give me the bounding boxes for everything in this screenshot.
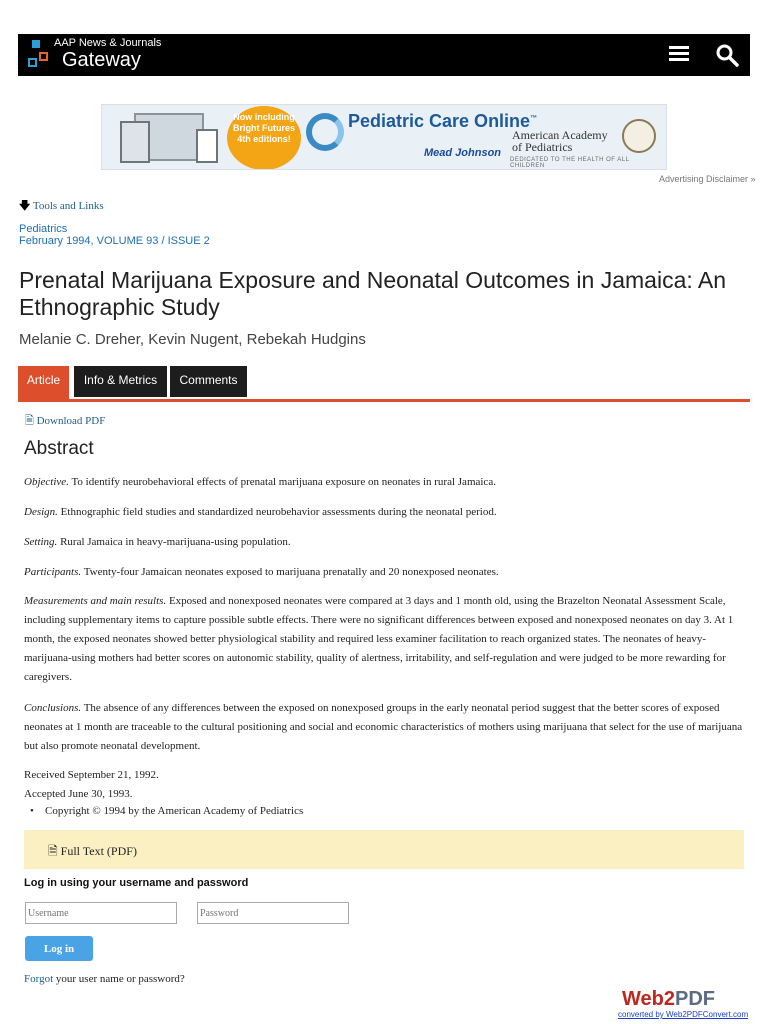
abstract-participants: Participants. Twenty-four Jamaican neonates exposed to marijuana prenatally and 20 nonexposed neonates. (24, 566, 499, 578)
tab-comments[interactable]: Comments (170, 366, 247, 397)
web2pdf-converted-link[interactable]: converted by Web2PDFConvert.com (618, 1010, 749, 1019)
tools-and-links[interactable] (19, 197, 104, 216)
hamburger-menu-icon[interactable] (669, 46, 689, 62)
journal-name-link[interactable]: Pediatrics (19, 223, 68, 235)
banner-tagline: DEDICATED TO THE HEALTH OF ALL CHILDREN (510, 157, 630, 169)
password-input[interactable] (197, 902, 349, 924)
promo-burst: Now including Bright Futures 4th editions! (227, 106, 301, 170)
login-heading: Log in using your username and password (24, 877, 249, 889)
article-dates (24, 766, 159, 804)
arrow-down-icon: 🡇 (19, 200, 31, 212)
search-icon[interactable] (715, 43, 739, 67)
advertisement-banner[interactable] (101, 104, 667, 170)
username-input[interactable] (25, 902, 177, 924)
web2pdf-watermark[interactable] (618, 988, 748, 1022)
login-button[interactable]: Log in (25, 936, 93, 961)
sponsor-logo: Mead Johnson (424, 147, 502, 159)
abstract-results: Measurements and main results. Exposed and nonexposed neonates were compared at 3 days and 1 month old, using the Brazelton Neonatal Assessment Scale, including supplementary items to capture possible subtle effects. There were no significant differences between exposed and nonexposed neonates on day 3. At 1 month, the exposed neonates showed better physiological stability and required less examiner facilitation to reach organized states. The neonates of heavy-marijuana-using mothers had better scores on autonomic stability, quality of alertness, irritability, and self-regulation and were judged to be more rewarding for caregivers. (24, 595, 734, 683)
document-icon: 🗎 (25, 415, 34, 427)
abstract-heading: Abstract (24, 438, 94, 459)
bullet-icon: • (30, 805, 34, 817)
full-text-pdf-link[interactable]: 🗎 Full Text (PDF) (48, 844, 137, 858)
devices-illustration (120, 111, 230, 165)
download-pdf-link[interactable] (25, 412, 105, 431)
gateway-logo-icon[interactable] (28, 40, 46, 70)
abstract-setting: Setting. Rural Jamaica in heavy-marijuana-using population. (24, 536, 291, 548)
pco-swirl-icon (306, 113, 344, 151)
tab-article[interactable]: Article (18, 366, 69, 400)
abstract-design: Design. Ethnographic field studies and standardized neurobehavior assessments during the neonatal period. (24, 506, 497, 518)
journal-info (19, 223, 210, 247)
advertising-disclaimer-link[interactable]: Advertising Disclaimer » (659, 174, 756, 184)
download-pdf-label[interactable]: Download PDF (36, 415, 106, 427)
received-date: Received September 21, 1992. (24, 769, 159, 781)
banner-product-name: Pediatric Care Online™ (348, 111, 538, 131)
forgot-link[interactable]: Forgot (24, 973, 54, 985)
full-text-pdf-box (24, 830, 744, 869)
site-header (18, 34, 750, 76)
banner-org-name: American Academy of Pediatrics (512, 128, 608, 154)
tools-and-links-label[interactable]: Tools and Links (32, 200, 104, 212)
brand-title[interactable]: Gateway (62, 49, 141, 71)
tab-underline (18, 399, 750, 402)
tab-info-metrics[interactable]: Info & Metrics (74, 366, 167, 397)
copyright-notice: • Copyright © 1994 by the American Academy of Pediatrics (30, 805, 304, 817)
abstract-conclusions: Conclusions. The absence of any differences between the exposed on nonexposed groups in the early neonatal period suggest that the better scores of exposed neonates at 1 month are traceable to the cultural positioning and social and economic characteristics of mothers using marijuana that select for the use of marijuana but also promote neonatal development. (24, 702, 743, 752)
web2pdf-logo: Web2PDF (622, 988, 715, 1010)
abstract-objective: Objective. To identify neurobehavioral effects of prenatal marijuana exposure on neonates in rural Jamaica. (24, 476, 496, 488)
forgot-credentials: Forgot your user name or password? (24, 973, 185, 985)
journal-issue-link[interactable]: February 1994, VOLUME 93 / ISSUE 2 (19, 235, 210, 247)
document-icon: 🗎 (48, 844, 58, 858)
aap-seal-icon (622, 119, 656, 153)
accepted-date: Accepted June 30, 1993. (24, 788, 133, 800)
article-title: Prenatal Marijuana Exposure and Neonatal Outcomes in Jamaica: An Ethnographic Study (19, 267, 727, 320)
brand-subtitle[interactable]: AAP News & Journals (54, 37, 162, 49)
article-authors: Melanie C. Dreher, Kevin Nugent, Rebekah Hudgins (19, 331, 366, 348)
